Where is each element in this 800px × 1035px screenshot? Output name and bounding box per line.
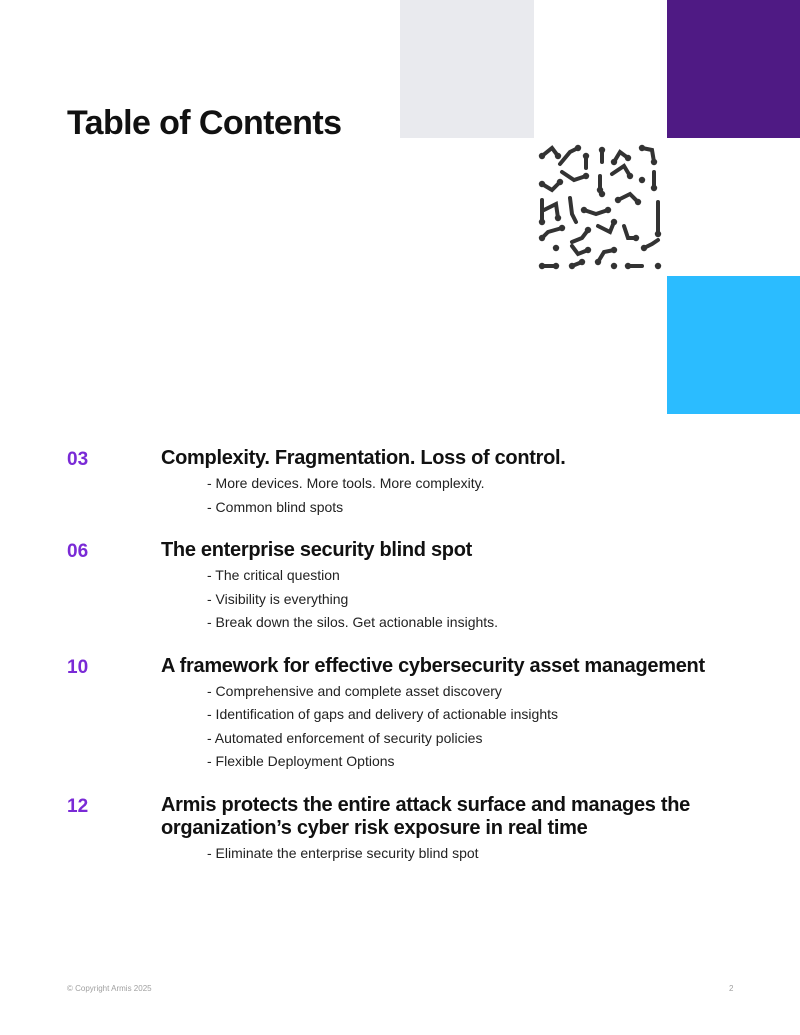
toc-section-06[interactable] — [0, 539, 800, 635]
toc-subitem[interactable]: - Break down the silos. Get actionable insights. — [207, 614, 499, 630]
toc-subitem[interactable]: - The critical question — [207, 567, 340, 583]
toc-subitem[interactable]: - Comprehensive and complete asset discovery — [207, 682, 502, 699]
section-title[interactable]: Complexity. Fragmentation. Loss of control. — [161, 447, 566, 469]
table-of-contents — [0, 447, 800, 885]
toc-subitem[interactable]: - Identification of gaps and delivery of actionable insights — [207, 706, 558, 722]
toc-subitem[interactable]: - Eliminate the enterprise security blind spot — [207, 844, 479, 861]
section-page-number: 06 — [67, 541, 89, 562]
toc-section-10[interactable] — [0, 655, 800, 774]
toc-subitem[interactable]: - Common blind spots — [207, 498, 344, 515]
toc-subitem[interactable]: - Flexible Deployment Options — [207, 753, 395, 769]
circuit-pattern-graphic — [536, 142, 664, 272]
decorative-purple-block — [667, 0, 800, 138]
page-title: Table of Contents — [67, 104, 342, 142]
toc-subitem[interactable]: - Visibility is everything — [207, 590, 349, 607]
section-page-number: 10 — [67, 656, 89, 678]
decorative-blue-block — [667, 276, 800, 414]
toc-subitem[interactable]: - Automated enforcement of security policies — [207, 729, 483, 746]
section-title[interactable]: The enterprise security blind spot — [161, 539, 472, 561]
section-page-number: 12 — [67, 795, 89, 817]
footer-copyright: © Copyright Armis 2025 — [67, 984, 152, 993]
section-page-number: 03 — [67, 449, 89, 470]
decorative-gray-block — [400, 0, 534, 138]
footer-page-number: 2 — [729, 984, 734, 993]
section-title[interactable]: A framework for effective cybersecurity asset management — [161, 654, 705, 677]
toc-section-12[interactable] — [0, 794, 800, 866]
toc-subitem[interactable]: - More devices. More tools. More complexity. — [207, 475, 485, 491]
section-title[interactable]: Armis protects the entire attack surface and manages the organization’s cyber risk exposure in real time — [161, 793, 690, 839]
toc-section-03[interactable] — [0, 447, 800, 519]
